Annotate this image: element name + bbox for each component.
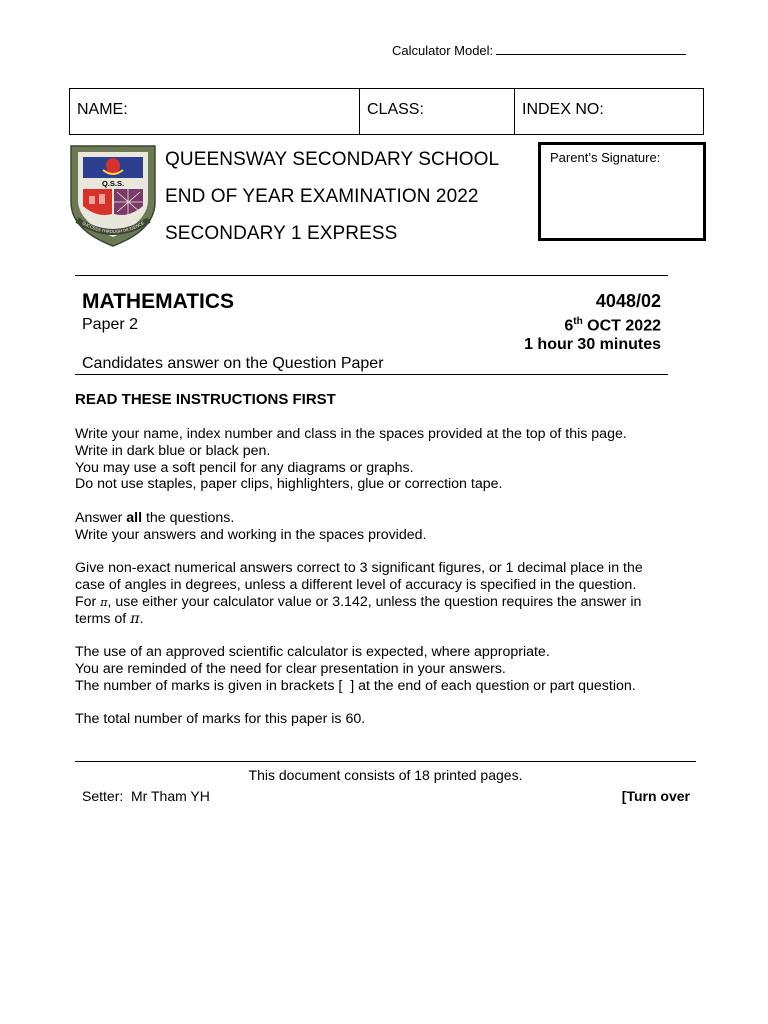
instructions-block-2	[75, 510, 705, 544]
instruction-text: .	[139, 611, 144, 628]
instruction-line: Give non-exact numerical answers correct to 3 significant figures, or 1 decimal place in the	[75, 560, 643, 576]
instruction-line: The number of marks is given in brackets [ ] at the end of each question or part question.	[75, 677, 636, 694]
instruction-emphasis: all	[126, 510, 143, 526]
calculator-model-field	[392, 42, 686, 58]
date-rest: OCT 2022	[582, 317, 661, 335]
instruction-line	[75, 611, 705, 628]
instruction-line: Write your name, index number and class in the spaces provided at the top of this page.	[75, 426, 627, 442]
divider-mid	[75, 374, 668, 375]
paper-number: Paper 2	[82, 316, 139, 333]
name-cell	[70, 89, 360, 134]
subject-title: MATHEMATICS	[82, 290, 235, 313]
exam-date	[564, 316, 661, 335]
instructions-block-5	[75, 711, 705, 728]
school-name: QUEENSWAY SECONDARY SCHOOL	[165, 149, 500, 170]
instruction-text: For	[75, 593, 101, 610]
instructions-block-4	[75, 644, 705, 694]
candidates-note: Candidates answer on the Question Paper	[82, 355, 384, 372]
paper-code: 4048/02	[595, 291, 661, 311]
svg-text:Q.S.S.: Q.S.S.	[101, 179, 125, 188]
svg-text:SUCCESS THROUGH DILIGENCE: SUCCESS THROUGH DILIGENCE	[81, 220, 145, 235]
parent-signature-box	[538, 142, 706, 241]
instructions-block-3	[75, 560, 705, 628]
turn-over-note: [Turn over	[621, 788, 690, 804]
instruction-line: You may use a soft pencil for any diagrams or graphs.	[75, 459, 414, 476]
date-day: 6	[564, 317, 574, 335]
instruction-text: , use either your calculator value or 3.142, unless the question requires the answer in	[107, 593, 642, 610]
instruction-line	[75, 510, 705, 527]
calculator-model-label: Calculator Model:	[392, 43, 494, 58]
instruction-line: You are reminded of the need for clear presentation in your answers.	[75, 660, 506, 677]
exam-title: END OF YEAR EXAMINATION 2022	[165, 186, 479, 207]
instruction-line: case of angles in degrees, unless a different level of accuracy is specified in the question.	[75, 576, 637, 593]
student-id-table	[69, 88, 704, 135]
divider-bottom	[75, 761, 696, 762]
instruction-line: The total number of marks for this paper is 60.	[75, 711, 366, 727]
index-cell	[515, 89, 701, 134]
instruction-line: The use of an approved scientific calculator is expected, where appropriate.	[75, 644, 550, 660]
divider-top	[75, 275, 668, 276]
page-count-note: This document consists of 18 printed pages.	[248, 767, 523, 783]
instruction-text: terms of	[75, 611, 131, 628]
class-label: CLASS:	[367, 101, 424, 118]
instruction-line: Write in dark blue or black pen.	[75, 442, 271, 459]
level-title: SECONDARY 1 EXPRESS	[165, 223, 398, 244]
exam-duration: 1 hour 30 minutes	[524, 336, 661, 353]
class-cell	[360, 89, 515, 134]
pi-symbol: π	[100, 595, 108, 609]
instruction-line: Do not use staples, paper clips, highlighters, glue or correction tape.	[75, 476, 503, 493]
index-label: INDEX NO:	[522, 101, 604, 118]
pi-symbol: π	[130, 611, 140, 628]
name-label: NAME:	[77, 101, 128, 118]
instructions-heading: READ THESE INSTRUCTIONS FIRST	[75, 391, 336, 408]
instruction-text: Answer	[75, 510, 127, 526]
instruction-line	[75, 594, 705, 612]
setter-name: Setter: Mr Tham YH	[82, 788, 210, 804]
school-crest-logo	[67, 144, 159, 248]
date-suffix: th	[573, 316, 583, 327]
instructions-block-1	[75, 426, 705, 493]
instruction-text: the questions.	[142, 510, 235, 526]
parent-signature-label: Parent’s Signature:	[550, 150, 661, 165]
calculator-model-blank	[496, 42, 686, 55]
instruction-line: Write your answers and working in the spaces provided.	[75, 526, 427, 543]
